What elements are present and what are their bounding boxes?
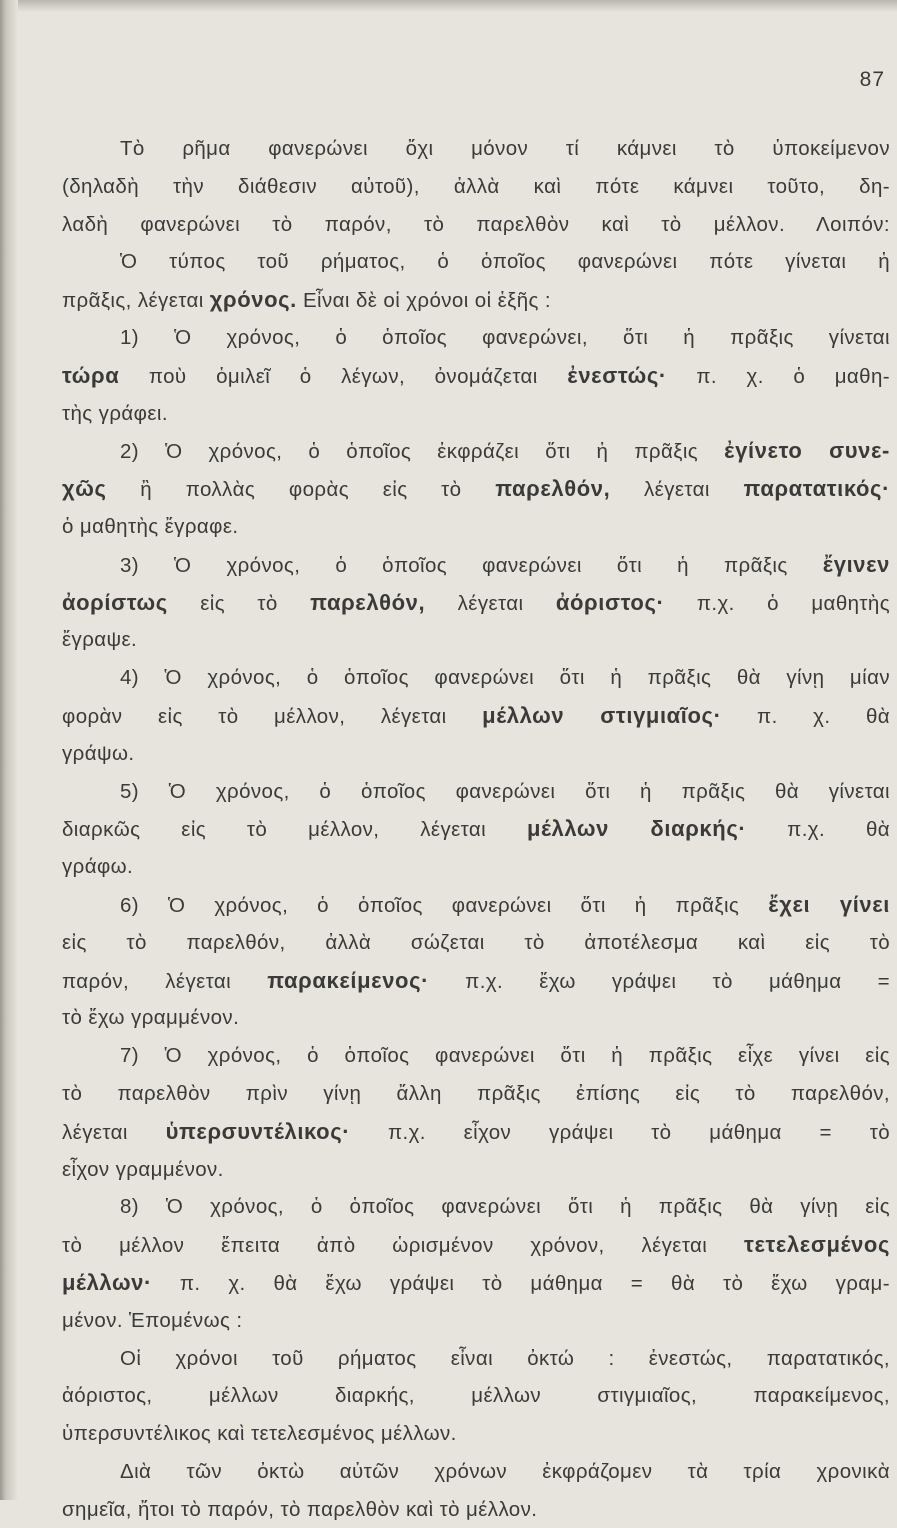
term-parelthon: παρελθόν, bbox=[310, 589, 426, 615]
term-tetelesmenos: τετελεσμένος bbox=[744, 1232, 890, 1258]
term-tora: τώρα bbox=[62, 362, 120, 388]
text-line bbox=[62, 1302, 890, 1340]
text-span: π.χ. ὁ μαθητὴς bbox=[664, 591, 890, 615]
text-line bbox=[62, 924, 890, 962]
text-span: Εἶναι δὲ οἱ χρόνοι οἱ ἑξῆς : bbox=[296, 289, 552, 313]
text-span: Ὁ τύπος τοῦ ρήματος, ὁ ὁποῖος φανερώνει πότε γίνεται ἡ bbox=[120, 250, 890, 274]
text-line bbox=[62, 999, 890, 1037]
text-line bbox=[62, 1491, 890, 1528]
text-span: 2) Ὁ χρόνος, ὁ ὁποῖος ἐκφράζει ὅτι ἡ πρᾶξις bbox=[120, 440, 725, 464]
term-aoristos-adv: ἀορίστως bbox=[62, 589, 168, 615]
text-span: λαδὴ φανερώνει τὸ παρόν, τὸ παρελθὸν καὶ τὸ μέλλον. Λοιπόν: bbox=[62, 212, 890, 236]
term-egineto-syne: ἐγίνετο συνε- bbox=[724, 438, 890, 464]
text-line bbox=[62, 1075, 890, 1113]
term-ypersyntelikos: ὑπερσυντέλικος· bbox=[165, 1118, 351, 1144]
text-span: (δηλαδὴ τὴν διάθεσιν αὐτοῦ), ἀλλὰ καὶ πότε κάμνει τοῦτο, δη- bbox=[62, 174, 890, 198]
text-span: τὸ ἔχω γραμμένον. bbox=[62, 1006, 240, 1030]
text-span: 3) Ὁ χρόνος, ὁ ὁποῖος φανερώνει ὅτι ἡ πρᾶξις bbox=[120, 553, 823, 577]
text-span: τὸ παρελθὸν πρὶν γίνῃ ἄλλη πρᾶξις ἐπίσης εἰς τὸ παρελθόν, bbox=[62, 1081, 890, 1105]
text-span: ὑπερσυντέλικος καὶ τετελεσμένος μέλλων. bbox=[62, 1422, 457, 1446]
text-line bbox=[62, 470, 890, 508]
text-line bbox=[62, 1151, 890, 1189]
term-parelthon: παρελθόν, bbox=[495, 476, 611, 502]
text-line bbox=[62, 206, 890, 244]
text-line bbox=[62, 130, 890, 168]
page-top-shadow bbox=[0, 0, 897, 12]
text-span: γράψω. bbox=[62, 741, 135, 765]
text-span: σημεῖα, ἤτοι τὸ παρόν, τὸ παρελθὸν καὶ τὸ μέλλον. bbox=[62, 1497, 538, 1521]
text-span: 5) Ὁ χρόνος, ὁ ὁποῖος φανερώνει ὅτι ἡ πρᾶξις θὰ γίνεται bbox=[120, 779, 890, 803]
text-line bbox=[62, 432, 890, 470]
text-line bbox=[62, 243, 890, 281]
text-span: Διὰ τῶν ὀκτὼ αὐτῶν χρόνων ἐκφράζομεν τὰ τρία χρονικὰ bbox=[120, 1459, 890, 1483]
text-span: ἔγραψε. bbox=[62, 628, 138, 652]
text-span: 4) Ὁ χρόνος, ὁ ὁποῖος φανερώνει ὅτι ἡ πρᾶξις θὰ γίνῃ μίαν bbox=[120, 666, 890, 690]
text-span: μένον. Ἑπομένως : bbox=[62, 1308, 243, 1332]
text-line bbox=[62, 1226, 890, 1264]
text-span: εἰς τὸ bbox=[167, 591, 311, 615]
text-span: π. χ. θὰ bbox=[721, 704, 891, 728]
text-span: π.χ. ἔχω γράψει τὸ μάθημα = bbox=[429, 969, 890, 993]
text-span: 8) Ὁ χρόνος, ὁ ὁποῖος φανερώνει ὅτι ἡ πρᾶξις θὰ γίνῃ εἰς bbox=[120, 1195, 890, 1219]
text-span: φορὰν εἰς τὸ μέλλον, λέγεται bbox=[62, 704, 483, 728]
text-span: γράφω. bbox=[62, 855, 134, 879]
text-line bbox=[62, 735, 890, 773]
text-line bbox=[62, 886, 890, 924]
text-line bbox=[62, 773, 890, 811]
text-span: 1) Ὁ χρόνος, ὁ ὁποῖος φανερώνει, ὅτι ἡ πρᾶξις γίνεται bbox=[120, 325, 890, 349]
body-text bbox=[62, 130, 890, 1528]
term-aoristos: ἀόριστος· bbox=[555, 589, 665, 615]
text-span: ποὺ ὁμιλεῖ ὁ λέγων, ὀνομάζεται bbox=[119, 364, 568, 388]
text-span: εἰς τὸ παρελθόν, ἀλλὰ σώζεται τὸ ἀποτέλεσμα καὶ εἰς τὸ bbox=[62, 930, 890, 954]
text-span: π. χ. θὰ ἔχω γράψει τὸ μάθημα = θὰ τὸ ἔχω γραμ- bbox=[151, 1271, 890, 1295]
text-line bbox=[62, 546, 890, 584]
text-line bbox=[62, 168, 890, 206]
text-line bbox=[62, 1415, 890, 1453]
text-line bbox=[62, 395, 890, 433]
term-chronos: χρόνος. bbox=[209, 287, 297, 313]
text-span: λέγεται bbox=[62, 1120, 166, 1144]
text-span: ἀόριστος, μέλλων διαρκής, μέλλων στιγμιαῖος, παρακείμενος, bbox=[62, 1384, 890, 1408]
term-eginen: ἔγινεν bbox=[822, 551, 890, 577]
text-line bbox=[62, 848, 890, 886]
text-line bbox=[62, 962, 890, 1000]
text-span: διαρκῶς εἰς τὸ μέλλον, λέγεται bbox=[62, 818, 527, 842]
text-span: παρόν, λέγεται bbox=[62, 969, 268, 993]
text-line bbox=[62, 1188, 890, 1226]
term-mellon-diarkis: μέλλων διαρκής· bbox=[526, 816, 747, 842]
text-span: π. χ. ὁ μαθη- bbox=[666, 364, 891, 388]
term-enestos: ἐνεστώς· bbox=[567, 362, 667, 388]
text-span: πρᾶξις, λέγεται bbox=[62, 289, 210, 313]
text-line bbox=[62, 697, 890, 735]
term-parakeimenos: παρακείμενος· bbox=[267, 967, 430, 993]
text-span: λέγεται bbox=[610, 478, 744, 502]
text-line bbox=[62, 508, 890, 546]
text-span: τὴς γράφει. bbox=[62, 401, 168, 425]
page-number: 87 bbox=[859, 68, 885, 91]
text-span: εἶχον γραμμένον. bbox=[62, 1157, 224, 1181]
text-line bbox=[62, 621, 890, 659]
text-span: 7) Ὁ χρόνος, ὁ ὁποῖος φανερώνει ὅτι ἡ πρᾶξις εἶχε γίνει εἰς bbox=[120, 1044, 890, 1068]
text-span: ὁ μαθητὴς ἔγραφε. bbox=[62, 514, 239, 538]
text-span: π.χ. εἶχον γράψει τὸ μάθημα = τὸ bbox=[350, 1120, 890, 1144]
term-paratatikos: παρατατικός· bbox=[743, 476, 891, 502]
text-span: τὸ μέλλον ἔπειτα ἀπὸ ὡρισμένον χρόνον, λέγεται bbox=[62, 1234, 745, 1258]
page-binding-edge bbox=[0, 0, 18, 1500]
text-span: Τὸ ρῆμα φανερώνει ὄχι μόνον τί κάμνει τὸ ὑποκείμενον bbox=[120, 137, 890, 160]
text-line bbox=[62, 281, 890, 319]
text-line bbox=[62, 319, 890, 357]
text-span: λέγεται bbox=[425, 591, 556, 615]
term-echei-ginei: ἔχει γίνει bbox=[768, 891, 890, 917]
term-chos: χῶς bbox=[62, 476, 107, 502]
text-line bbox=[62, 1113, 890, 1151]
text-line bbox=[62, 1264, 890, 1302]
text-span: 6) Ὁ χρόνος, ὁ ὁποῖος φανερώνει ὅτι ἡ πρᾶξις bbox=[120, 893, 769, 917]
text-span: Οἱ χρόνοι τοῦ ρήματος εἶναι ὀκτώ : ἐνεστώς, παρατατικός, bbox=[120, 1346, 890, 1370]
text-line bbox=[62, 810, 890, 848]
term-mellon: μέλλων· bbox=[62, 1269, 152, 1295]
text-line bbox=[62, 1037, 890, 1075]
text-line bbox=[62, 357, 890, 395]
text-span: π.χ. θὰ bbox=[746, 818, 890, 842]
text-span: ἢ πολλὰς φορὰς εἰς τὸ bbox=[106, 478, 496, 502]
text-line bbox=[62, 659, 890, 697]
text-line bbox=[62, 584, 890, 622]
text-line bbox=[62, 1377, 890, 1415]
term-mellon-stigmiaios: μέλλων στιγμιαῖος· bbox=[482, 702, 722, 728]
text-line bbox=[62, 1340, 890, 1378]
text-line bbox=[62, 1453, 890, 1491]
